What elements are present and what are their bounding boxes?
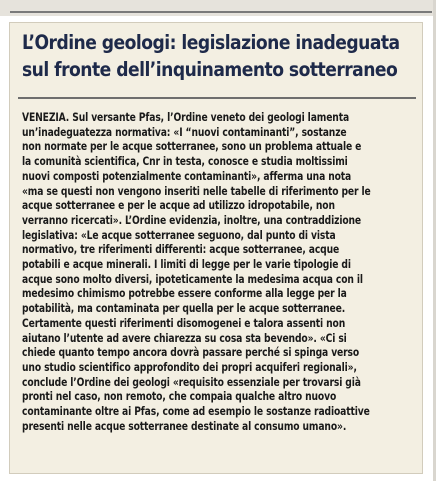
body-line: presenti nelle acque sotterranee destinate al consumo umano». [22, 419, 347, 433]
body-line: un’inadeguatezza normativa: «I “nuovi contaminanti”, sostanze [22, 125, 347, 139]
body-line: la comunità scientifica, Cnr in testa, conosce e studia moltissimi [22, 155, 348, 169]
article-box [9, 22, 423, 474]
body-line: verranno ricercati». L’Ordine evidenzia, inoltre, una contraddizione [22, 213, 362, 227]
body-line: potabilità, ma contaminata per quella per le acque sotterranee. [22, 302, 346, 316]
body-line: «ma se questi non vengono inseriti nelle tabelle di riferimento per le [22, 184, 371, 198]
body-line: normativo, tre riferimenti differenti: acque sotterranee, acque [22, 243, 340, 257]
body-line: chiede quanto tempo ancora dovrà passare perché si spinga verso [22, 346, 360, 360]
headline-divider [18, 97, 416, 99]
body-line: acque sotterranee e per le acque ad utilizzo idropotabile, non [22, 199, 335, 213]
body-line: non normate per le acque sotterranee, sono un problema attuale e [22, 140, 362, 154]
headline-line: L’Ordine geologi: legislazione inadeguata [22, 31, 400, 54]
top-rule [10, 11, 432, 13]
body-line: conclude l’Ordine dei geologi «requisito essenziale per trovarsi già [22, 375, 361, 389]
body-line: pronti nel caso, non remoto, che compaia qualche altro nuovo [22, 390, 337, 404]
body-line: uno studio scientifico approfondito dei propri acquiferi regionali», [22, 360, 357, 374]
body-line: legislativa: «Le acque sotterranee seguono, dal punto di vista [22, 228, 336, 242]
page-top-strip [0, 0, 436, 16]
body-line: contaminante oltre ai Pfas, come ad esempio le sostanze radioattive [22, 405, 370, 419]
body-line: aiutano l’utente ad avere chiarezza su cosa sta bevendo». «Ci si [22, 331, 347, 345]
article-body [22, 111, 371, 434]
body-line: nuovi composti potenzialmente contaminanti», afferma una nota [22, 169, 352, 183]
body-line: acque sono molto diversi, ipoteticamente la medesima acqua con il [22, 272, 363, 286]
headline-line: sul fronte dell’inquinamento sotterraneo [22, 58, 398, 81]
article-headline [22, 29, 400, 83]
body-line: VENEZIA. Sul versante Pfas, l’Ordine veneto dei geologi lamenta [22, 111, 350, 124]
body-line: Certamente questi riferimenti disomogenei e talora assenti non [22, 316, 346, 330]
body-line: medesimo chimismo potrebbe essere conforme alla legge per la [22, 287, 347, 301]
body-line: potabili e acque minerali. I limiti di legge per le varie tipologie di [22, 258, 351, 272]
